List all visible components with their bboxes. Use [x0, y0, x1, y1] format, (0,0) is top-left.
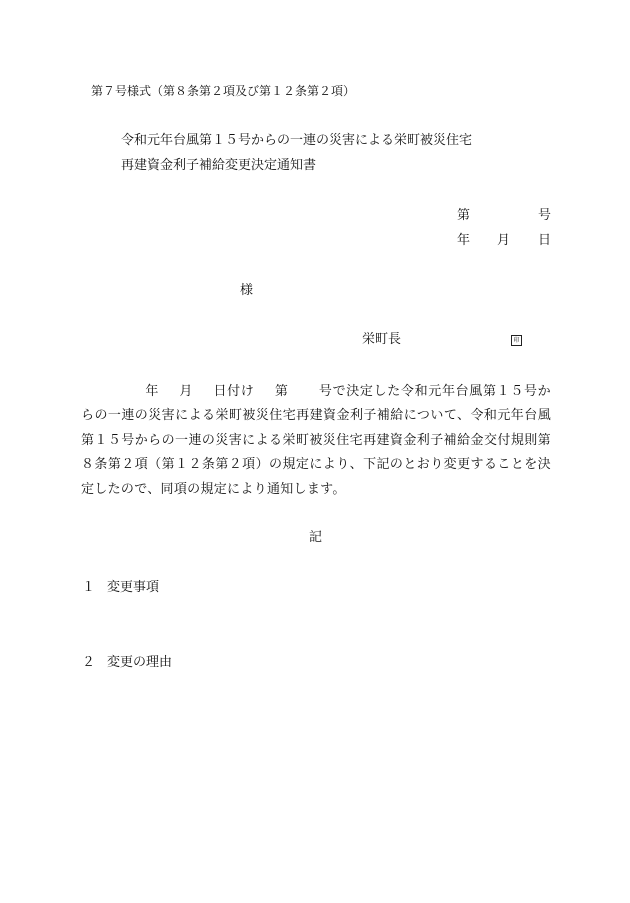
title-line-1: 令和元年台風第１５号からの一連の災害による栄町被災住宅 — [121, 133, 473, 148]
date-month: 月 — [497, 233, 511, 248]
date-year: 年 — [457, 233, 471, 248]
doc-number-suffix: 号 — [538, 208, 552, 223]
seal-icon: 印 — [511, 335, 522, 346]
body-dated: 日付け — [213, 384, 255, 399]
notice-body — [81, 380, 551, 502]
ki-heading: 記 — [309, 530, 323, 545]
body-year: 年 — [145, 384, 160, 399]
item-1 — [82, 581, 159, 594]
doc-number-prefix: 第 — [457, 208, 471, 223]
recipient-suffix: 様 — [240, 283, 254, 298]
body-text: 号で決定した令和元年台風第１５号からの一連の災害による栄町被災住宅再建資金利子補給について、令和元年台風第１５号からの一連の災害による栄町被災住宅再建資金利子補給金交付規則第８条第２項（第１２条第２項）の規定により、下記のとおり変更することを決定したので、同項の規定により通知します。 — [81, 384, 551, 497]
title-line-2: 再建資金利子補給変更決定通知書 — [121, 158, 317, 173]
seal-mark — [511, 334, 522, 347]
body-month: 月 — [179, 384, 194, 399]
item-label: 変更の理由 — [107, 655, 173, 670]
item-number: １ — [82, 580, 96, 595]
body-no: 第 — [274, 384, 289, 399]
item-label: 変更事項 — [107, 580, 160, 595]
form-number: 第７号様式（第８条第２項及び第１２条第２項） — [91, 84, 356, 98]
issuer: 栄町長 — [362, 332, 402, 347]
item-number: ２ — [82, 655, 96, 670]
item-2 — [82, 656, 172, 669]
date-day: 日 — [538, 233, 552, 248]
